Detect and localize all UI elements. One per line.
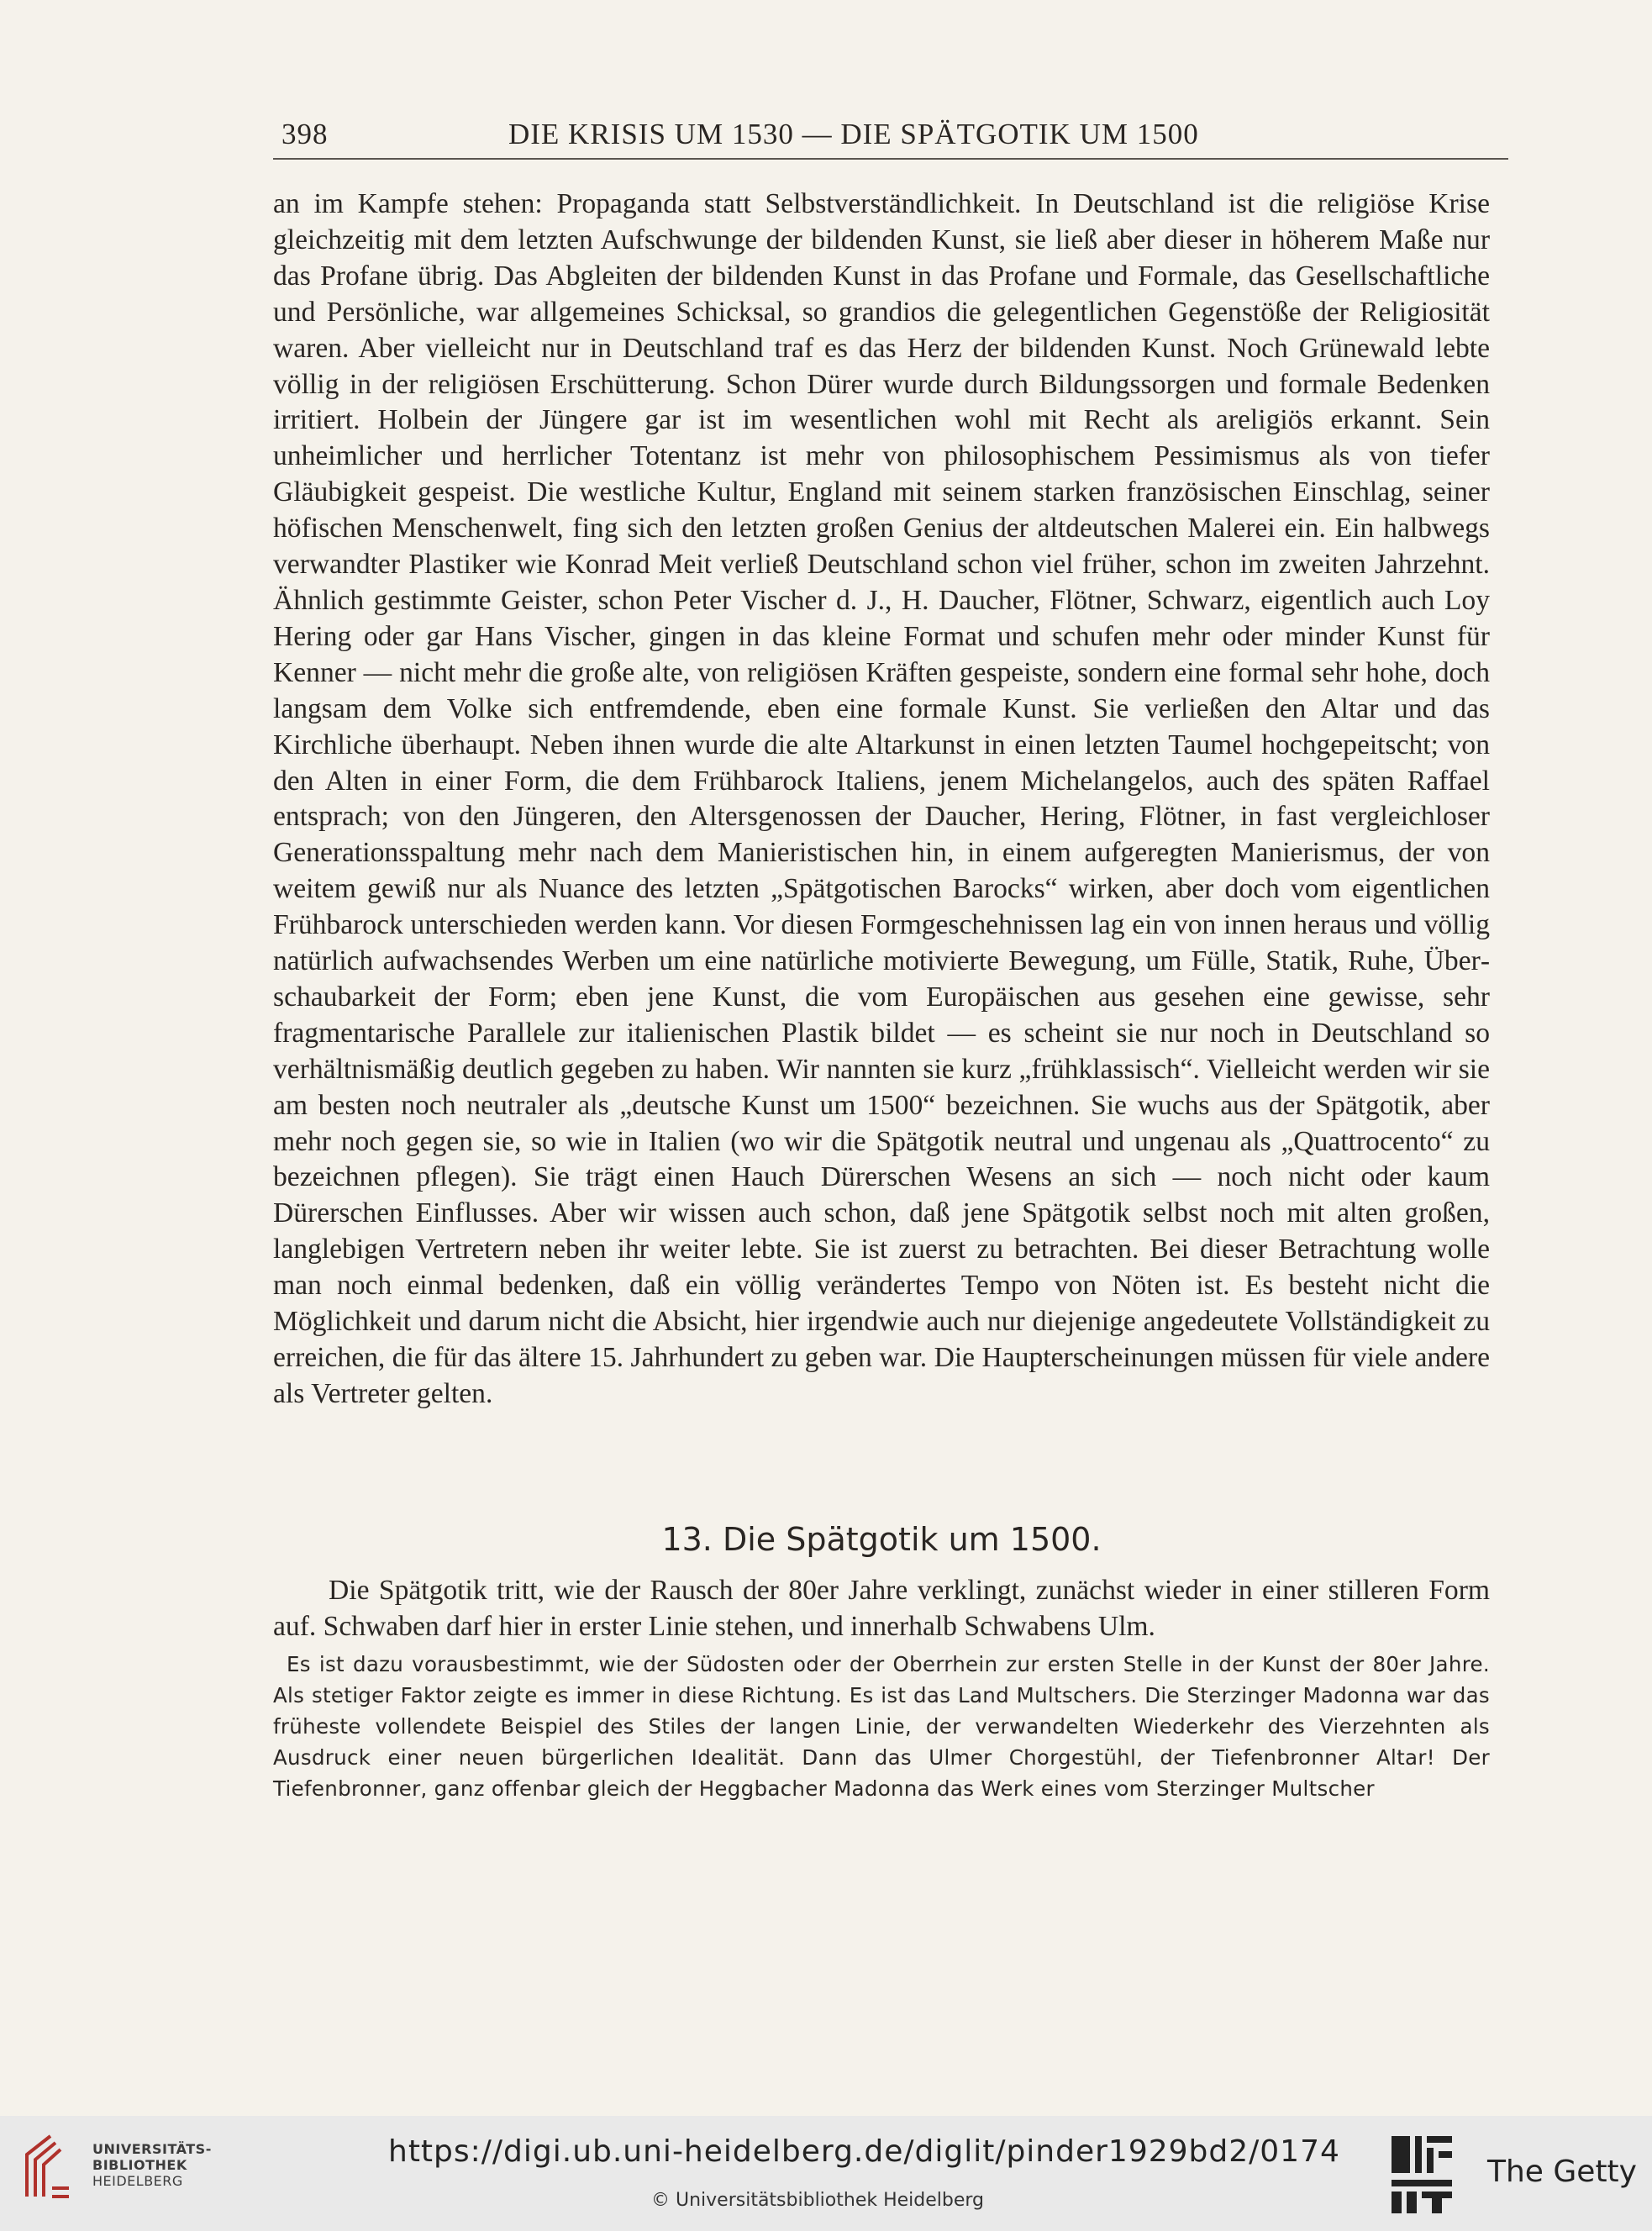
body-paragraph: an im Kampfe stehen: Propaganda statt Selbstverständlichkeit. In Deutschland ist die religiöse Krise gleichzeitig mit dem letzten Aufschwunge der bildenden Kunst, sie ließ aber dieser in höherem Maße nur das Profane übrig. Das Abgleiten der bildenden Kunst in das Profane und Formale, das Gesellschaftliche und Persönliche, war allgemeines Schicksal, so grandios die gelegentlichen Gegenstöße der Religiosität waren. Aber vielleicht nur in Deutschland traf es das Herz der bildenden Kunst. Noch Grünewald lebte völlig in der religiösen Erschütterung. Schon Dürer wurde durch Bildungssorgen und formale Bedenken irritiert. Holbein der Jüngere gar ist im wesentlichen wohl mit Recht als areligiös erkannt. Sein unheimlicher und herrlicher Totentanz ist mehr von philosophischem Pessimismus als von tiefer Gläubigkeit gespeist. Die westliche Kultur, England mit seinem starken französischen Einschlag, seiner höfischen Menschenwelt, fing sich den letzten großen Genius der altdeutschen Malerei ein. Ein halbwegs verwandter Plastiker wie Konrad Meit verließ Deutschland schon viel früher, schon im zweiten Jahrzehnt. Ähnlich gestimmte Geister, schon Peter Vischer d. J., H. Daucher, Flötner, Schwarz, eigentlich auch Loy Hering oder gar Hans Vischer, gingen in das kleine Format und schufen mehr oder minder Kunst für Kenner — nicht mehr die große alte, von religiösen Kräften gespeiste, sondern eine formal sehr hohe, doch langsam dem Volke sich entfremdende, eben eine formale Kunst. Sie verließen den Altar und das Kirchliche überhaupt. Neben ihnen wurde die alte Altarkunst in einen letzten Taumel hochgepeitscht; von den Alten in einer Form, die dem Frühbarock Italiens, jenem Michelangelos, auch des späten Raffael entsprach; von den Jüngeren, den Altersgenossen der Daucher, Hering, Flötner, in fast vergleichloser Generationsspaltung mehr nach dem Manieristischen hin, in einem aufgeregten Manierismus, der von weitem gewiß nur als Nuance des letzten „Spätgotischen Barocks“ wirken, aber doch vom eigentlichen Frühbarock unterschieden werden kann. Vor diesen Formgeschehnissen lag ein von innen heraus und völlig natürlich aufwachsendes Werben um eine natürliche motivierte Bewegung, um Fülle, Statik, Ruhe, Überschaubarkeit der Form; eben jene Kunst, die vom Europäischen aus gesehen eine gewisse, sehr fragmentarische Parallele zur italienischen Plastik bildet — es scheint sie nur noch in Deutschland so verhältnismäßig deutlich gegeben zu haben. Wir nannten sie kurz „frühklassisch“. Vielleicht werden wir sie am besten noch neutraler als „deutsche Kunst um 1500“ bezeichnen. Sie wuchs aus der Spätgotik, aber mehr noch gegen sie, so wie in Italien (wo wir die Spätgotik neutral und ungenau als „Quattrocento“ zu bezeichnen pflegen). Sie trägt einen Hauch Dürerschen Wesens an sich — noch nicht oder kaum Dürerschen Einflusses. Aber wir wissen auch schon, daß jene Spätgotik selbst noch mit alten großen, langlebigen Vertretern neben ihr weiter lebte. Sie ist zuerst zu betrachten. Bei dieser Betrachtung wolle man noch einmal bedenken, daß ein völlig verändertes Tempo von Nöten ist. Es besteht nicht die Möglichkeit und darum nicht die Absicht, hier irgendwie auch nur diejenige angedeutete Vollständigkeit zu erreichen, die für das ältere 15. Jahrhundert zu geben war. Die Haupterscheinungen müssen für viele andere als Vertreter gelten.: [273, 188, 1490, 1409]
copyright-notice: © Universitätsbibliothek Heidelberg: [651, 2190, 985, 2211]
library-name-line: BIBLIOTHEK: [92, 2157, 187, 2173]
page-number: 398: [281, 118, 329, 150]
running-header: [273, 114, 1508, 160]
main-paragraph: [273, 187, 1490, 1413]
small-print-paragraph: Es ist dazu vorausbestimmt, wie der Südosten oder der Oberrhein zur ersten Stelle in der Kunst der 80er Jahre. Als stetiger Faktor zeigte es immer in diese Richtung. Es ist das Land Multschers. Die Sterzinger Madonna war das früheste vollendete Beispiel des Stiles der langen Linie, der verwandelten Wiederkehr des Vierzehnten als Ausdruck einer neuen bürgerlichen Idealität. Dann das Ulmer Chorgestühl, der Tiefenbronner Altar! Der Tiefenbronner, ganz offenbar gleich der Heggbacher Madonna das Werk eines vom Sterzinger Multscher: [273, 1652, 1490, 1801]
partner-name: The Getty: [1487, 2155, 1637, 2189]
running-title: DIE KRISIS UM 1530 — DIE SPÄTGOTIK UM 1500: [508, 118, 1199, 150]
small-print-note: [273, 1649, 1490, 1804]
viewer-footer: [0, 2116, 1652, 2231]
section-intro-paragraph: Die Spätgotik tritt, wie der Rausch der 80er Jahre verklingt, zunächst wieder in einer stilleren Form auf. Schwaben darf hier in erster Linie stehen, und innerhalb Schwabens Ulm.: [273, 1575, 1490, 1642]
section-heading: 13. Die Spätgotik um 1500.: [661, 1521, 1102, 1558]
library-name-line: UNIVERSITÄTS-: [92, 2141, 212, 2157]
library-name: [92, 2141, 212, 2189]
university-library-logo-icon[interactable]: [17, 2129, 84, 2205]
permalink-url[interactable]: https://digi.ub.uni-heidelberg.de/diglit/pinder1929bd2/0174: [388, 2134, 1340, 2169]
getty-logo-icon[interactable]: [1385, 2131, 1469, 2219]
library-name-line: HEIDELBERG: [92, 2173, 183, 2189]
section-intro: [273, 1573, 1490, 1645]
